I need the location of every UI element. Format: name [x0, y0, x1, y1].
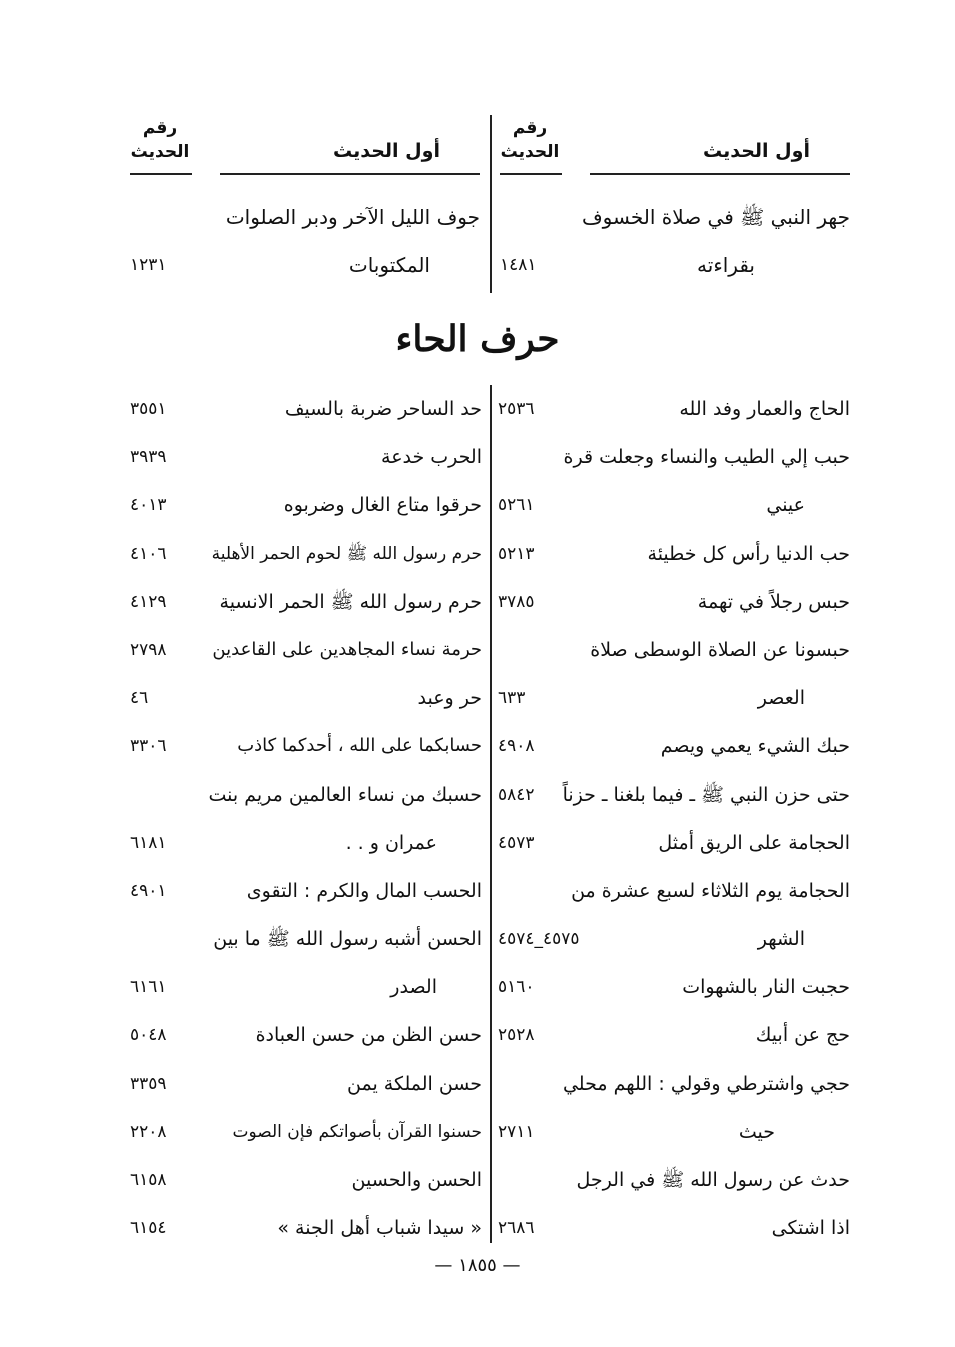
header-num-label: رقم الحديث	[130, 118, 190, 162]
list-item	[130, 963, 482, 1011]
list-item	[498, 674, 850, 722]
entry-number: ٥٢٦١	[498, 495, 535, 516]
entry-text: الحجامة على الريق أمثل	[658, 831, 850, 854]
entry-number: ٤٦	[130, 688, 149, 709]
entry-text: حسن الظن من حسن العبادة	[255, 1024, 482, 1047]
list-item	[498, 915, 850, 963]
entry-number: ٤١٠٦	[130, 543, 167, 564]
entry-text: عمران و . .	[345, 831, 437, 854]
page-number: — ١٨٥٥ —	[434, 1255, 521, 1276]
entry-number: ١٤٨١	[500, 255, 537, 275]
entry-number: ٥٨٤٢	[498, 784, 535, 805]
list-item	[498, 1060, 850, 1108]
entry-text: حسابكما على الله ، أحدكما كاذب	[237, 735, 482, 757]
entry-text: حجبت النار بالشهوات	[682, 976, 850, 999]
list-item	[498, 1011, 850, 1059]
entry-number: ٣٣٥٩	[130, 1073, 167, 1094]
header-rule	[500, 173, 562, 175]
list-item	[130, 722, 482, 770]
list-item	[498, 1156, 850, 1204]
list-item	[130, 867, 482, 915]
entry-text: حتى حزن النبي ﷺ ـ فيما بلغنا ـ حزناً	[562, 783, 850, 806]
list-item	[130, 578, 482, 626]
list-item	[130, 1204, 482, 1252]
top-row	[500, 200, 850, 234]
entry-text: حبسونا عن الصلاة الوسطى صلاة	[590, 638, 850, 661]
entry-text: الحاج والعمار وفد الله	[679, 398, 850, 420]
entry-text: اذا اشتكى	[771, 1217, 850, 1240]
entry-text: حرم رسول الله ﷺ الحمر الانسية	[219, 590, 482, 613]
list-item	[130, 674, 482, 722]
entry-text: حرمة نساء المجاهدين على القاعدين	[212, 638, 482, 660]
list-item	[498, 1108, 850, 1156]
header-num-label: رقم الحديث	[500, 118, 560, 162]
list-item	[498, 578, 850, 626]
entry-number: ٥٠٤٨	[130, 1025, 167, 1046]
entry-number: ٢٥٣٦	[498, 399, 535, 419]
list-item	[130, 771, 482, 819]
index-column-left	[130, 385, 482, 1252]
entry-text: الشهر	[757, 928, 805, 951]
entry-number: ٣٩٣٩	[130, 447, 167, 468]
entry-text: عيني	[766, 494, 805, 517]
top-row	[500, 248, 850, 282]
entry-number: ٥٢١٣	[498, 543, 535, 564]
list-item	[498, 867, 850, 915]
entry-text: جهر النبي ﷺ في صلاة الخسوف	[581, 205, 850, 229]
column-header	[500, 110, 850, 180]
entry-number: ٢٥٢٨	[498, 1025, 535, 1046]
entry-number: ٥١٦٠	[498, 977, 535, 998]
entry-text: العصر	[757, 687, 805, 710]
entry-number: ٦٣٣	[498, 688, 526, 709]
entry-text: الحسب المال والكرم : التقوى	[246, 879, 482, 902]
entry-text: حدث عن رسول الله ﷺ في الرجل	[576, 1169, 850, 1191]
top-row	[130, 200, 480, 234]
list-item	[498, 1204, 850, 1252]
entry-text: حر وعبد	[417, 687, 482, 710]
header-first-label: أول الحديث	[333, 140, 440, 162]
entry-number: ٣٧٨٥	[498, 591, 535, 612]
entry-text: حسن الملكة يمن	[347, 1072, 482, 1095]
entry-number: ٦١٨١	[130, 832, 167, 853]
list-item	[498, 771, 850, 819]
entry-number: ٤٥٧٥_٤٥٧٤	[498, 929, 580, 950]
entry-text: جوف الليل الآخر ودبر الصلوات	[225, 205, 480, 229]
entry-number: ٦١٦١	[130, 977, 167, 998]
entry-text: حيث	[738, 1120, 775, 1143]
entry-number: ٢٧٩٨	[130, 639, 167, 660]
column-divider	[490, 385, 492, 1243]
entry-number: ٤٩٠٨	[498, 736, 535, 757]
entry-number: ١٢٣١	[130, 255, 167, 275]
entry-text: الحجامة يوم الثلاثاء لسبع عشرة من	[571, 879, 850, 902]
entry-text: الحسن والحسين	[351, 1169, 482, 1191]
entry-number: ٦١٥٨	[130, 1170, 167, 1190]
list-item	[130, 433, 482, 481]
entry-number: ٣٣٠٦	[130, 736, 167, 757]
entry-text: الحرب خدعة	[381, 446, 482, 469]
list-item	[130, 530, 482, 578]
header-rule	[220, 173, 480, 175]
entry-text: حد الساحر ضربة بالسيف	[284, 398, 482, 420]
entry-number: ٤٠١٣	[130, 495, 167, 516]
list-item	[498, 481, 850, 529]
entry-number: ٢٢٠٨	[130, 1121, 167, 1142]
entry-text: حرم رسول الله ﷺ لحوم الحمر الأهلية	[211, 543, 482, 564]
list-item	[130, 626, 482, 674]
list-item	[498, 433, 850, 481]
list-item	[130, 1108, 482, 1156]
entry-number: ٣٥٥١	[130, 399, 167, 419]
list-item	[130, 1011, 482, 1059]
list-item	[498, 385, 850, 433]
index-column-right	[498, 385, 850, 1252]
list-item	[498, 626, 850, 674]
list-item	[130, 1060, 482, 1108]
entry-text: الحسن أشبه رسول الله ﷺ ما بين	[213, 928, 482, 951]
top-section	[130, 110, 850, 295]
entry-text: حجي واشترطي وقولي : اللهم محلي	[562, 1072, 850, 1095]
entry-text: حسبك من نساء العالمين مريم بنت	[208, 783, 482, 806]
entry-text: حج عن أبيك	[755, 1024, 850, 1047]
entry-number: ٤٩٠١	[130, 880, 167, 901]
list-item	[130, 385, 482, 433]
list-item	[498, 530, 850, 578]
column-divider	[490, 115, 492, 293]
list-item	[498, 963, 850, 1011]
list-item	[498, 722, 850, 770]
entry-text: حبك الشيء يعمي ويصم	[660, 735, 850, 758]
list-item	[130, 481, 482, 529]
header-first-label: أول الحديث	[703, 140, 810, 162]
entry-text: حبس رجلاً في تهمة	[697, 590, 850, 613]
entry-number: ٦١٥٤	[130, 1218, 167, 1239]
section-title: حرف الحاء	[395, 318, 560, 360]
index-columns	[130, 385, 850, 1255]
entry-number: ٢٧١١	[498, 1121, 535, 1142]
entry-text: بقراءته	[697, 253, 755, 277]
list-item	[130, 1156, 482, 1204]
header-rule	[130, 173, 192, 175]
entry-number: ٤٥٧٣	[498, 832, 535, 853]
entry-text: الصدر	[390, 976, 437, 999]
entry-number: ٢٦٨٦	[498, 1218, 535, 1239]
top-row	[130, 248, 480, 282]
header-rule	[590, 173, 850, 175]
entry-text: حب الدنيا رأس كل خطيئة	[647, 542, 850, 565]
top-column-left	[130, 110, 480, 295]
top-column-right	[500, 110, 850, 295]
column-header	[130, 110, 480, 180]
entry-text: المكتوبات	[348, 253, 430, 277]
list-item	[130, 915, 482, 963]
entry-text: حسنوا القرآن بأصواتكم فإن الصوت	[232, 1121, 482, 1142]
entry-text: « سيدا شباب أهل الجنة »	[277, 1217, 482, 1240]
list-item	[498, 819, 850, 867]
entry-text: حبب إلي الطيب والنساء وجعلت قرة	[563, 446, 850, 469]
list-item	[130, 819, 482, 867]
entry-text: حرقوا متاع الغال وضربوه	[283, 494, 482, 517]
entry-number: ٤١٢٩	[130, 591, 167, 612]
